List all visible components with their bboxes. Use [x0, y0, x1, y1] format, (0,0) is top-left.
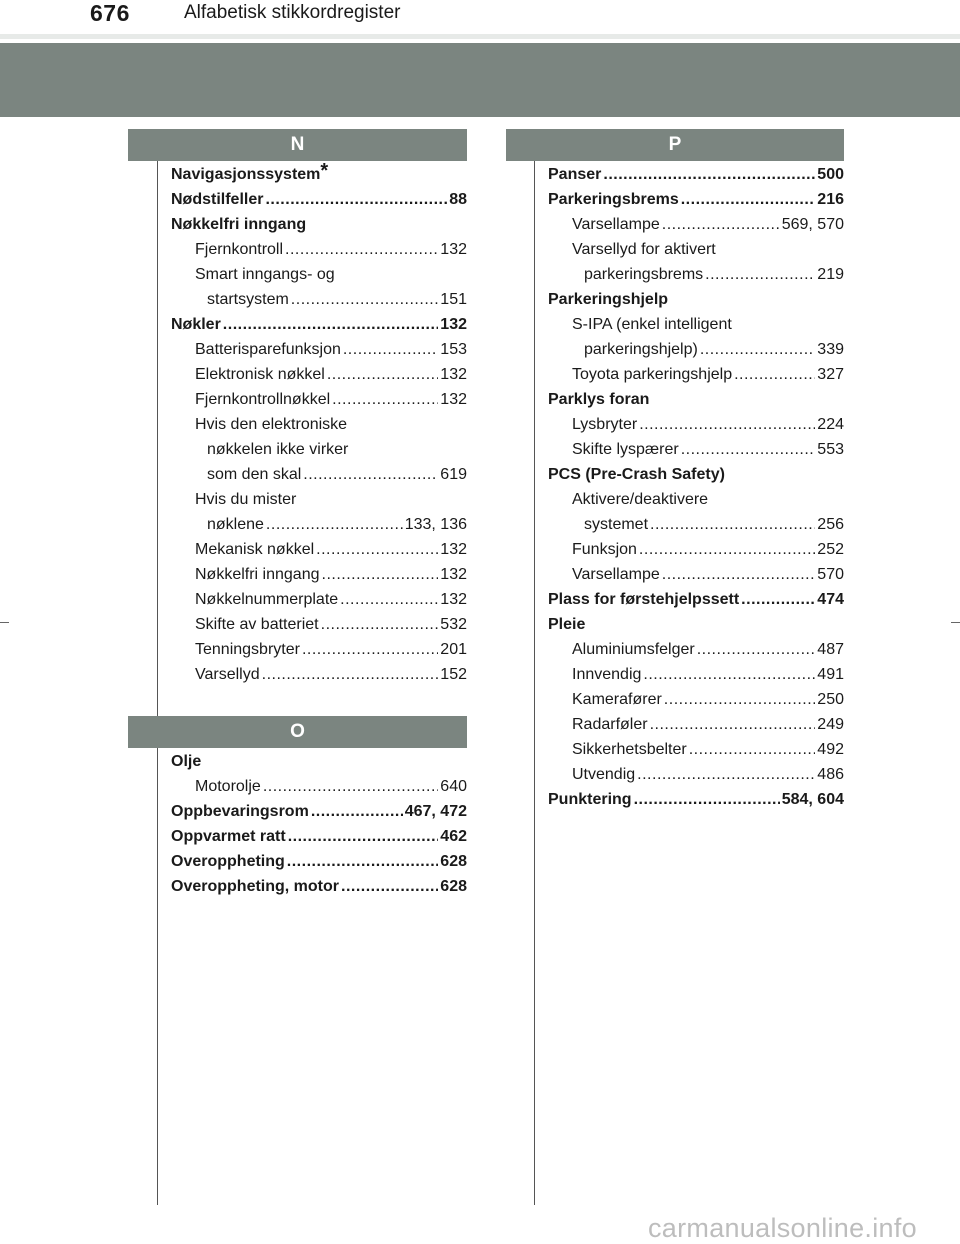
entry-pages: 201: [440, 641, 467, 658]
index-entry: [171, 537, 467, 562]
leader-dots: [287, 849, 439, 874]
entry-pages: 462: [440, 828, 467, 845]
entry-pages: 500: [817, 166, 844, 183]
index-entry: [171, 337, 467, 362]
index-entry: [548, 187, 844, 212]
entry-pages: 88: [449, 191, 467, 208]
index-list-o: [171, 749, 467, 899]
index-entry: [171, 612, 467, 637]
entry-pages: 532: [440, 616, 467, 633]
entry-label: Varsellampe: [572, 566, 660, 583]
leader-dots: [288, 824, 439, 849]
entry-label: Elektronisk nøkkel: [195, 366, 325, 383]
entry-label: Motorolje: [195, 778, 261, 795]
index-entry: [171, 749, 467, 774]
entry-label: Nøkkelfri inngang: [171, 216, 307, 233]
entry-label: systemet: [584, 516, 649, 533]
entry-label: Batterisparefunksjon: [195, 341, 341, 358]
entry-label: Parkeringshjelp: [548, 291, 669, 308]
leader-dots: [266, 512, 403, 537]
entry-pages: 584, 604: [781, 791, 844, 808]
entry-label: Innvendig: [572, 666, 642, 683]
column-divider-n: [157, 161, 158, 716]
index-entry: [171, 462, 467, 487]
leader-dots: [291, 287, 439, 312]
entry-label: Oppbevaringsrom: [171, 803, 309, 820]
entry-label: Sikkerhetsbelter: [572, 741, 687, 758]
entry-label: Olje: [171, 753, 202, 770]
page-number: 676: [90, 0, 130, 26]
leader-dots: [639, 537, 815, 562]
leader-dots: [664, 687, 816, 712]
entry-pages: 132: [440, 366, 467, 383]
entry-pages: 628: [440, 878, 467, 895]
index-entry: [548, 362, 844, 387]
entry-label: Fjernkontrollnøkkel: [195, 391, 331, 408]
entry-label: Varsellyd for aktivert: [572, 241, 716, 258]
leader-dots: [650, 512, 815, 537]
leader-dots: [634, 787, 780, 812]
page-title: Alfabetisk stikkordregister: [184, 2, 401, 23]
entry-label: Tenningsbryter: [195, 641, 300, 658]
leader-dots: [340, 587, 438, 612]
entry-label: Punktering: [548, 791, 632, 808]
index-entry: Navigasjonssystem *: [171, 162, 467, 187]
leader-dots: [263, 774, 438, 799]
entry-pages: 132: [440, 591, 467, 608]
index-entry: [548, 262, 844, 287]
entry-pages: 250: [817, 691, 844, 708]
entry-pages: 474: [817, 591, 844, 608]
index-entry: [171, 312, 467, 337]
index-entry: [548, 787, 844, 812]
index-entry: [548, 512, 844, 537]
leader-dots: [321, 612, 439, 637]
entry-label: Overoppheting: [171, 853, 285, 870]
entry-label: Hvis du mister: [195, 491, 297, 508]
entry-pages: 252: [817, 541, 844, 558]
entry-label: Panser: [548, 166, 602, 183]
entry-pages: 256: [817, 516, 844, 533]
index-entry: [548, 712, 844, 737]
column-divider-p: [534, 161, 535, 1205]
index-entry: [171, 237, 467, 262]
leader-dots: [705, 262, 815, 287]
index-entry: [548, 212, 844, 237]
entry-pages: 570: [817, 566, 844, 583]
entry-label: Lysbryter: [572, 416, 638, 433]
entry-pages: 132: [440, 541, 467, 558]
index-entry: [171, 287, 467, 312]
leader-dots: [285, 237, 438, 262]
index-entry: [171, 487, 467, 512]
crop-mark-right: [951, 622, 960, 623]
watermark: carmanualsonline.info: [648, 1213, 917, 1243]
index-entry: [171, 512, 467, 537]
entry-label: PCS (Pre-Crash Safety): [548, 466, 725, 483]
leader-dots: [311, 799, 403, 824]
index-entry: [171, 874, 467, 899]
leader-dots: [322, 562, 439, 587]
leader-dots: [302, 637, 438, 662]
leader-dots: [662, 212, 780, 237]
index-entry: [548, 287, 844, 312]
leader-dots: [643, 662, 815, 687]
index-entry: [171, 824, 467, 849]
leader-dots: [332, 387, 438, 412]
entry-pages: 339: [817, 341, 844, 358]
entry-label: Nøkler: [171, 316, 221, 333]
index-entry: [548, 562, 844, 587]
index-entry: [171, 662, 467, 687]
index-entry: [548, 387, 844, 412]
entry-label: Skifte av batteriet: [195, 616, 319, 633]
entry-pages: 327: [817, 366, 844, 383]
entry-pages: 224: [817, 416, 844, 433]
crop-mark-left: [0, 622, 9, 623]
entry-pages: 619: [440, 466, 467, 483]
leader-dots: [681, 437, 816, 462]
index-entry: [548, 587, 844, 612]
leader-dots: [327, 362, 438, 387]
leader-dots: [343, 337, 438, 362]
entry-pages: 219: [817, 266, 844, 283]
leader-dots: [223, 312, 439, 337]
leader-dots: [697, 637, 816, 662]
entry-label: parkeringshjelp): [584, 341, 698, 358]
index-entry: [548, 537, 844, 562]
entry-pages: 132: [440, 316, 467, 333]
index-entry: [171, 637, 467, 662]
index-entry: [171, 774, 467, 799]
entry-label: Aluminiumsfelger: [572, 641, 695, 658]
leader-dots: [637, 762, 815, 787]
index-list-p: [548, 162, 844, 812]
leader-dots: [650, 712, 816, 737]
index-entry: [548, 762, 844, 787]
entry-label: Radarføler: [572, 716, 648, 733]
leader-dots: [341, 874, 438, 899]
index-entry: [171, 412, 467, 437]
entry-pages: 491: [817, 666, 844, 683]
entry-label: startsystem: [207, 291, 289, 308]
leader-dots: [603, 162, 815, 187]
entry-label: Nødstilfeller: [171, 191, 264, 208]
entry-pages: 640: [440, 778, 467, 795]
entry-pages: 132: [440, 391, 467, 408]
index-entry: [171, 362, 467, 387]
index-entry: [548, 462, 844, 487]
index-entry: [548, 337, 844, 362]
entry-label: Plass for førstehjelpssett: [548, 591, 740, 608]
leader-dots: [734, 362, 815, 387]
entry-label: Oppvarmet ratt: [171, 828, 286, 845]
leader-dots: [681, 187, 816, 212]
section-header-p: P: [506, 129, 844, 161]
index-entry: [548, 312, 844, 337]
leader-dots: [303, 462, 438, 487]
entry-pages: 216: [817, 191, 844, 208]
index-entry: [548, 737, 844, 762]
leader-dots: [316, 537, 438, 562]
entry-label: Funksjon: [572, 541, 637, 558]
entry-pages: 132: [440, 241, 467, 258]
section-header-o: O: [128, 716, 467, 748]
entry-pages: 492: [817, 741, 844, 758]
entry-label: Pleie: [548, 616, 586, 633]
entry-label: Varsellyd: [195, 666, 260, 683]
entry-pages: 153: [440, 341, 467, 358]
entry-label: nøklene: [207, 516, 264, 533]
index-entry: [171, 799, 467, 824]
entry-label: Varsellampe: [572, 216, 660, 233]
index-entry: [171, 437, 467, 462]
index-entry: [548, 612, 844, 637]
entry-label: Nøkkelnummerplate: [195, 591, 339, 608]
entry-pages: 151: [440, 291, 467, 308]
leader-dots: [265, 187, 447, 212]
entry-label: S-IPA (enkel intelligent: [572, 316, 732, 333]
section-header-n: N: [128, 129, 467, 161]
index-entry: [548, 162, 844, 187]
entry-pages: 569, 570: [781, 216, 844, 233]
entry-label: Parklys foran: [548, 391, 650, 408]
entry-pages: 132: [440, 566, 467, 583]
index-entry: [548, 637, 844, 662]
entry-label: Nøkkelfri inngang: [195, 566, 320, 583]
index-list-n: [171, 162, 467, 687]
entry-label: Navigasjonssystem: [171, 166, 321, 183]
index-entry: [171, 587, 467, 612]
index-entry: [171, 562, 467, 587]
entry-label: Mekanisk nøkkel: [195, 541, 315, 558]
leader-dots: [262, 662, 439, 687]
entry-label: Smart inngangs- og: [195, 266, 335, 283]
entry-label: Aktivere/deaktivere: [572, 491, 709, 508]
entry-label: Parkeringsbrems: [548, 191, 679, 208]
index-entry: [548, 662, 844, 687]
leader-dots: [662, 562, 816, 587]
index-entry: [548, 437, 844, 462]
leader-dots: [741, 587, 815, 612]
entry-pages: 553: [817, 441, 844, 458]
entry-label: nøkkelen ikke virker: [207, 441, 349, 458]
header-band: [0, 43, 960, 117]
entry-pages: 133, 136: [404, 516, 467, 533]
entry-label: Hvis den elektroniske: [195, 416, 348, 433]
leader-dots: [689, 737, 816, 762]
entry-pages: 467, 472: [404, 803, 467, 820]
index-entry: [548, 687, 844, 712]
leader-dots: [639, 412, 815, 437]
entry-label: som den skal: [207, 466, 302, 483]
index-entry: [548, 412, 844, 437]
entry-label: Toyota parkeringshjelp: [572, 366, 733, 383]
entry-label: Utvendig: [572, 766, 636, 783]
index-entry: [171, 212, 467, 237]
index-entry: [171, 187, 467, 212]
entry-label: Skifte lyspærer: [572, 441, 679, 458]
entry-label: parkeringsbrems: [584, 266, 704, 283]
leader-dots: [700, 337, 815, 362]
entry-pages: 249: [817, 716, 844, 733]
index-entry: [548, 237, 844, 262]
index-entry: [171, 387, 467, 412]
entry-pages: 487: [817, 641, 844, 658]
entry-pages: 152: [440, 666, 467, 683]
header-rule: [0, 34, 960, 39]
index-entry: [548, 487, 844, 512]
entry-pages: 486: [817, 766, 844, 783]
entry-label: Overoppheting, motor: [171, 878, 339, 895]
entry-label: Kamerafører: [572, 691, 662, 708]
index-entry: [171, 262, 467, 287]
column-divider-o: [157, 748, 158, 1205]
entry-pages: 628: [440, 853, 467, 870]
entry-label: Fjernkontroll: [195, 241, 284, 258]
index-entry: [171, 849, 467, 874]
